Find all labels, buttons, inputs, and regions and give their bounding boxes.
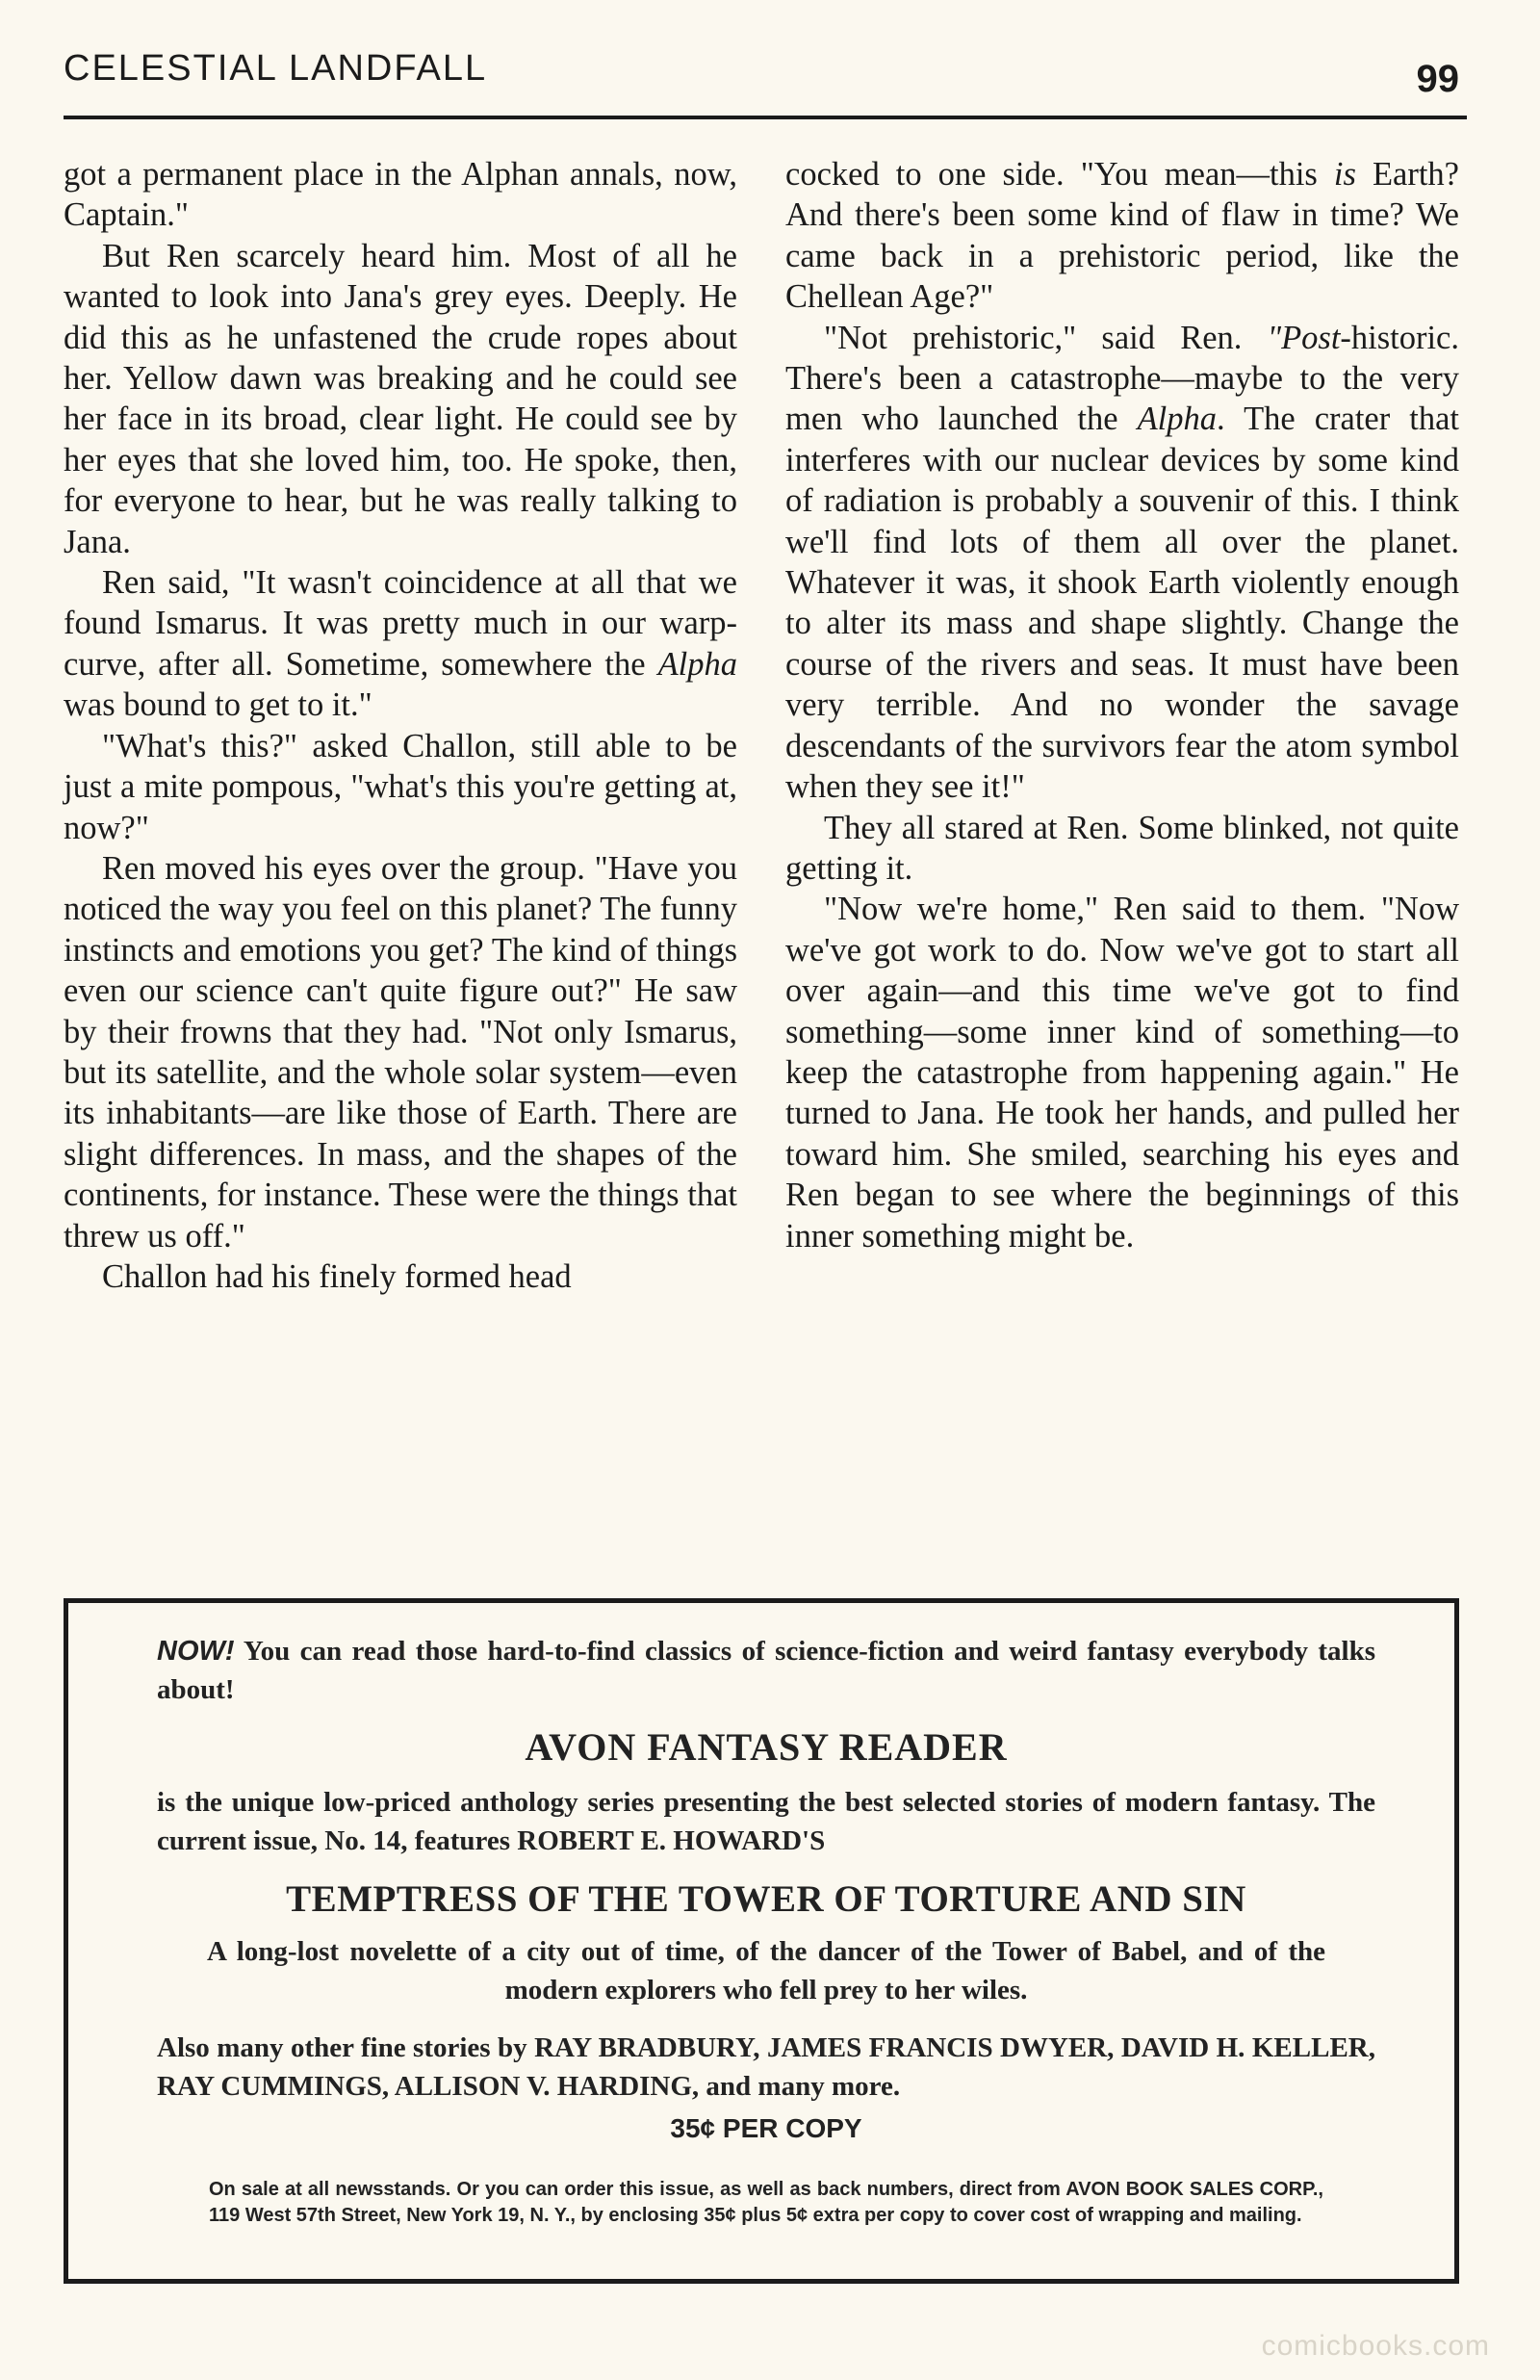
left-column (64, 154, 737, 1297)
right-column (785, 154, 1459, 1256)
paragraph: Ren moved his eyes over the group. "Have you noticed the way you feel on this planet? The funny instincts and emotions you get? The kind of things even our science can't quite figure out?" He saw by their frowns that they had. "Not only Ismarus, but its satellite, and the whole solar system—even its inhabitants—are like those of Earth. There are slight differences. In mass, and the shapes of the continents, for instance. These were the things that threw us off." (64, 849, 737, 1255)
emphasis-italic: "Post- (1267, 319, 1351, 356)
paragraph (785, 154, 1459, 318)
running-header (64, 48, 1467, 119)
text-run: Ren said, "It wasn't coincidence at all that we found Ismarus. It was pretty much in our warp-curve, after all. Sometime, somewhere the (64, 564, 737, 683)
advertisement-box (64, 1598, 1459, 2284)
ad-intro-text: You can read those hard-to-find classics of science-fiction and weird fantasy everybody talks about! (157, 1636, 1375, 1705)
page-number: 99 (1416, 58, 1459, 100)
ad-featured-story: TEMPTRESS OF THE TOWER OF TORTURE AND SIN (286, 1878, 1246, 1920)
text-run: cocked to one side. "You mean—this (785, 156, 1334, 193)
ad-price: 35¢ PER COPY (670, 2113, 862, 2143)
ad-intro-lead: NOW! (157, 1636, 235, 1667)
paragraph: Challon had his finely formed head (102, 1257, 572, 1295)
ad-story-description: A long-lost novelette of a city out of time, of the dancer of the Tower of Babel, and of the modern explorers who fell prey to her wiles. (207, 1936, 1325, 2005)
ad-intro (157, 1632, 1375, 1709)
paragraph (785, 318, 1459, 808)
paragraph: "What's this?" asked Challon, still able to be just a mite pompous, "what's this you're getting at, now?" (64, 727, 737, 846)
watermark: comicbooks.com (1261, 2330, 1490, 2362)
text-run: "Not prehistoric," said Ren. (824, 319, 1268, 356)
ad-order-info: On sale at all newsstands. Or you can order this issue, as well as back numbers, direct from AVON BOOK SALES CORP., 119 West 57th Street, New York 19, N. Y., by enclosing 35¢ plus 5¢ extra per copy to cover cost of wrapping and mailing. (209, 2179, 1323, 2226)
text-run: . The crater that interferes with our nuclear devices by some kind of radiation is probably a souvenir of this. I think we'll find lots of them all over the planet. Whatever it was, it shook Earth violently enough to alter its mass and shape slightly. Change the course of the rivers and seas. It must have been very terrible. And no wonder the savage descendants of the survivors fear the atom symbol when they see it!" (785, 401, 1459, 806)
running-title: CELESTIAL LANDFALL (64, 48, 488, 89)
paragraph: But Ren scarcely heard him. Most of all he wanted to look into Jana's grey eyes. Deeply. He did this as he unfastened the crude ropes about her. Yellow dawn was breaking and he could see her face in its broad, clear light. He could see by her eyes that she loved him, too. He spoke, then, for everyone to hear, but he was really talking to Jana. (64, 237, 737, 560)
emphasis-italic: is (1333, 156, 1356, 193)
ad-title: AVON FANTASY READER (525, 1725, 1008, 1769)
ship-name-italic: Alpha (657, 645, 737, 683)
ad-description: is the unique low-priced anthology series presenting the best selected stories of modern fantasy. The current issue, No. 14, features ROBERT E. HOWARD'S (157, 1787, 1375, 1856)
ad-also-text: Also many other fine stories by RAY BRADBURY, JAMES FRANCIS DWYER, DAVID H. KELLER, RAY CUMMINGS, ALLISON V. HARDING, and many more. (157, 2032, 1375, 2102)
paragraph: got a permanent place in the Alphan annals, now, Captain." (64, 156, 737, 234)
paragraph: They all stared at Ren. Some blinked, not quite getting it. (785, 809, 1459, 887)
text-run: historic. There's been a catastrophe—maybe to the very men who launched the (785, 319, 1459, 438)
text-run: Earth? And there's been some kind of flaw in time? We came back in a prehistoric period, like the Chellean Age?" (785, 156, 1459, 316)
advertisement-content (157, 1632, 1375, 2229)
paragraph (64, 562, 737, 726)
text-run: was bound to get to it." (64, 686, 372, 724)
paragraph: "Now we're home," Ren said to them. "Now we've got work to do. Now we've got to start all over again—and this time we've got to find something—some inner kind of something—to keep the catastrophe from happening again." He turned to Jana. He took her hands, and pulled her toward him. She smiled, searching his eyes and Ren began to see where the beginnings of this inner something might be. (785, 891, 1459, 1255)
ship-name-italic: Alpha (1137, 401, 1218, 438)
